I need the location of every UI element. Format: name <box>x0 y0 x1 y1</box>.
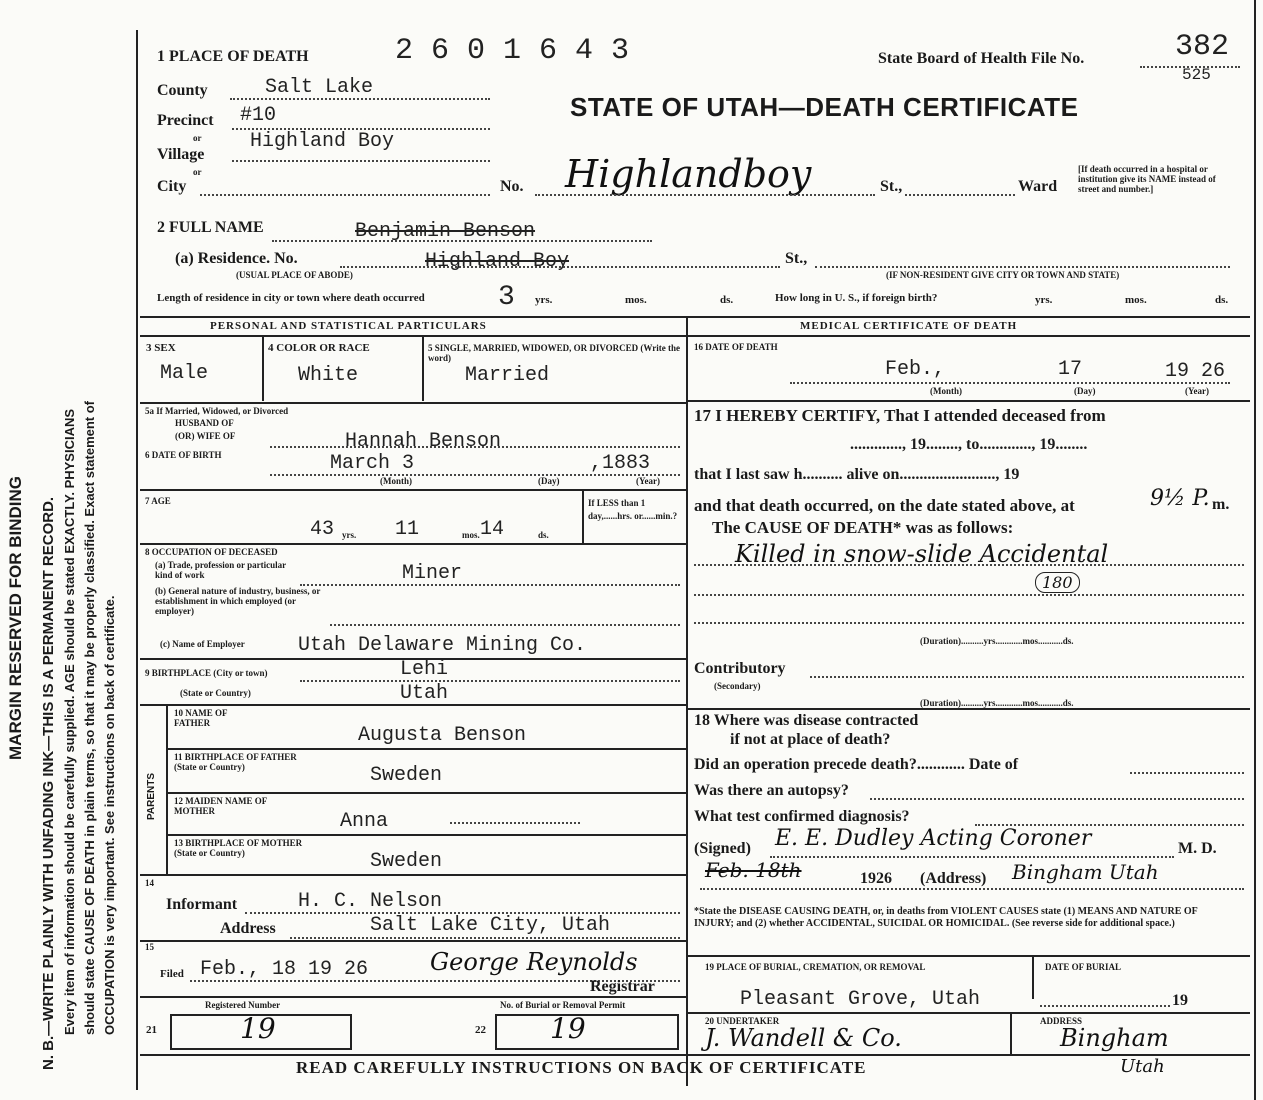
city-label: City <box>157 178 187 195</box>
physician-address: Bingham Utah <box>1012 860 1159 884</box>
mother-birthplace: Sweden <box>370 850 443 873</box>
dob-day-sub: (Day) <box>538 476 560 486</box>
occupation-value: Miner <box>402 562 463 585</box>
precinct-label: Precinct <box>157 112 214 129</box>
mother-value: Anna <box>340 810 389 833</box>
mother-label: 12 MAIDEN NAME OF MOTHER <box>174 796 267 816</box>
margin-notice-line2: Every item of information should be carefully supplied. AGE should be stated EXACTLY. PHYSICIANS <box>62 408 77 1035</box>
father-birthplace-label: 11 BIRTHPLACE OF FATHER (State or Country) <box>174 752 297 772</box>
marital-label: 5 SINGLE, MARRIED, WIDOWED, OR DIVORCED (Write the word) <box>428 343 680 363</box>
hospital-note: [If death occurred in a hospital or institution give its NAME instead of street and number.] <box>1078 164 1216 194</box>
signed-year: 1926 <box>860 870 892 887</box>
autopsy-text: Was there an autopsy? <box>694 782 849 799</box>
length-mos-label: mos. <box>625 294 647 306</box>
dob-year-sub: (Year) <box>636 476 660 486</box>
color-value: White <box>298 364 359 387</box>
undertaker-address-label: ADDRESS <box>1040 1016 1083 1026</box>
place-of-death-label: 1 PLACE OF DEATH <box>157 48 309 65</box>
registrar-signature: George Reynolds <box>430 948 638 976</box>
operation-text: Did an operation precede death?............ Date of <box>694 756 1019 773</box>
dob-label: 6 DATE OF BIRTH <box>145 450 222 460</box>
filed-number: 15 <box>145 942 154 952</box>
file-no-secondary: 525 <box>1182 66 1211 84</box>
signed-date: Feb. 18th <box>705 858 802 882</box>
employer-label: (c) Name of Employer <box>160 639 245 649</box>
sex-label: 3 SEX <box>146 342 176 354</box>
spouse-label-1: 5a If Married, Widowed, or Divorced <box>145 406 289 416</box>
age-days: 14 <box>480 518 505 541</box>
registered-number-label: Registered Number <box>205 1000 281 1010</box>
date-of-death-label: 16 DATE OF DEATH <box>694 342 778 352</box>
ward-label: Ward <box>1018 178 1058 195</box>
length-years: 3 <box>498 282 515 313</box>
us-ds-label: ds. <box>1215 294 1229 306</box>
occupation-label: 8 OCCUPATION OF DECEASED <box>145 547 278 557</box>
from-to-text: ............., 19........, to............., 19........ <box>850 436 1088 453</box>
street-no-label: No. <box>500 178 524 195</box>
death-year-sub: (Year) <box>1185 386 1209 396</box>
md-label: M. D. <box>1178 840 1217 857</box>
street-label: St., <box>880 178 903 195</box>
less-than-label: If LESS than 1 day,......hrs. or......min.? <box>588 498 678 521</box>
birthplace-city: Lehi <box>400 658 449 681</box>
age-label: 7 AGE <box>145 496 171 506</box>
registered-prefix: 21 <box>146 1024 157 1036</box>
last-saw-text: that I last saw h.......... alive on........................, 19 <box>694 466 1020 483</box>
father-label: 10 NAME OF FATHER <box>174 708 228 728</box>
occupation-b-label: (b) General nature of industry, business, or establishment in which employed (or employer) <box>155 586 321 616</box>
burial-date-label: DATE OF BURIAL <box>1045 962 1122 972</box>
length-label: Length of residence in city or town where death occurred <box>157 292 425 304</box>
birthplace-label: 9 BIRTHPLACE (City or town) <box>145 668 268 678</box>
secondary-label: (Secondary) <box>714 681 761 691</box>
burial-place: Pleasant Grove, Utah <box>740 988 981 1011</box>
age-mos-label: mos. <box>462 530 480 540</box>
mother-birthplace-label: 13 BIRTHPLACE OF MOTHER (State or Country) <box>174 838 303 858</box>
duration-label-2: (Duration)..........yrs............mos...........ds. <box>920 698 1074 708</box>
employer-value: Utah Delaware Mining Co. <box>298 634 587 657</box>
footer-instructions: READ CAREFULLY INSTRUCTIONS ON BACK OF CERTIFICATE <box>296 1058 867 1077</box>
occurred-text: and that death occurred, on the date stated above, at <box>694 496 1075 515</box>
cause-label: The CAUSE OF DEATH* was as follows: <box>712 518 1014 537</box>
dob-year: ,1883 <box>590 452 651 475</box>
test-text: What test confirmed diagnosis? <box>694 808 910 825</box>
spouse-label-3: (OR) WIFE OF <box>175 431 236 441</box>
filed-date: Feb., 18 19 26 <box>200 958 369 981</box>
age-months: 11 <box>395 518 420 541</box>
age-ds-label: ds. <box>538 530 549 540</box>
physician-address-label: (Address) <box>920 870 987 887</box>
spouse-value: Hannah Benson <box>345 430 502 453</box>
medical-section-title: MEDICAL CERTIFICATE OF DEATH <box>800 320 1018 332</box>
age-years: 43 <box>310 518 335 541</box>
certificate-title: STATE OF UTAH—DEATH CERTIFICATE <box>570 92 1079 122</box>
filed-label: Filed <box>160 968 184 980</box>
registered-number: 19 <box>240 1012 276 1045</box>
undertaker-value: J. Wandell & Co. <box>705 1024 902 1052</box>
dob-month-sub: (Month) <box>380 476 412 486</box>
file-no-label: State Board of Health File No. <box>878 50 1085 67</box>
registrar-label: Registrar <box>590 978 655 995</box>
or-label-2: or <box>193 167 202 177</box>
full-name-label: 2 FULL NAME <box>157 219 264 236</box>
contributory-label: Contributory <box>694 660 786 677</box>
margin-notice-line1: N. B.—WRITE PLAINLY WITH UNFADING INK—THIS IS A PERMANENT RECORD. <box>40 496 57 1070</box>
q18-where: 18 Where was disease contracted <box>694 712 919 729</box>
death-day-sub: (Day) <box>1074 386 1096 396</box>
marital-value: Married <box>465 364 550 387</box>
spouse-label-2: HUSBAND OF <box>175 418 234 428</box>
father-birthplace: Sweden <box>370 764 443 787</box>
length-yrs-label: yrs. <box>535 294 553 306</box>
physician-signature: E. E. Dudley Acting Coroner <box>775 826 1092 851</box>
street-no-value: Highlandboy <box>565 152 812 196</box>
certify-text: 17 I HEREBY CERTIFY, That I attended deceased from <box>694 406 1106 425</box>
occupation-a-label: (a) Trade, profession or particular kind of work <box>155 560 286 580</box>
residence-label: (a) Residence. No. <box>175 250 298 267</box>
how-long-label: How long in U. S., if foreign birth? <box>775 292 938 304</box>
death-month: Feb., <box>885 358 946 381</box>
death-year: 19 26 <box>1165 360 1226 383</box>
undertaker-address: Bingham <box>1060 1024 1169 1052</box>
informant-value: H. C. Nelson <box>298 890 443 913</box>
death-month-sub: (Month) <box>930 386 962 396</box>
us-mos-label: mos. <box>1125 294 1147 306</box>
undertaker-label: 20 UNDERTAKER <box>705 1016 780 1026</box>
precinct-value: #10 <box>240 104 277 127</box>
or-label-1: or <box>193 133 202 143</box>
death-day: 17 <box>1058 358 1083 381</box>
undertaker-address-state: Utah <box>1120 1056 1165 1077</box>
burial-permit-number: 19 <box>550 1012 586 1045</box>
county-label: County <box>157 82 208 99</box>
age-yrs-label: yrs. <box>342 530 357 540</box>
full-name-value: Benjamin Benson <box>355 220 536 243</box>
birthplace-state: Utah <box>400 682 449 705</box>
margin-notice-line4: OCCUPATION is very important. See instructions on back of certificate. <box>102 595 117 1035</box>
informant-label: Informant <box>166 896 238 913</box>
informant-address: Salt Lake City, Utah <box>370 914 611 937</box>
burial-19: 19 <box>1172 992 1188 1009</box>
burial-prefix: 22 <box>475 1024 486 1036</box>
q18-place: if not at place of death? <box>730 731 891 748</box>
informant-address-label: Address <box>220 920 276 937</box>
village-label: Village <box>157 146 205 163</box>
cause-code: 180 <box>1035 572 1080 593</box>
binding-margin-text: MARGIN RESERVED FOR BINDING <box>6 476 25 760</box>
meridiem-label: m. <box>1212 496 1230 513</box>
burial-place-label: 19 PLACE OF BURIAL, CREMATION, OR REMOVAL <box>705 962 926 972</box>
length-ds-label: ds. <box>720 294 734 306</box>
residence-st-label: St., <box>785 250 808 267</box>
informant-number: 14 <box>145 878 154 888</box>
color-label: 4 COLOR OR RACE <box>268 342 370 354</box>
nonresident-note: (IF NON-RESIDENT GIVE CITY OR TOWN AND STATE) <box>886 270 1120 280</box>
father-value: Augusta Benson <box>358 724 527 747</box>
birthplace-state-label: (State or Country) <box>180 688 251 698</box>
us-yrs-label: yrs. <box>1035 294 1053 306</box>
certificate-number: 2 6 0 1 6 4 3 <box>395 34 630 68</box>
parents-label: PARENTS <box>146 772 157 820</box>
file-no: 382 <box>1175 30 1230 64</box>
personal-section-title: PERSONAL AND STATISTICAL PARTICULARS <box>210 320 487 332</box>
residence-sub: (USUAL PLACE OF ABODE) <box>236 270 353 280</box>
sex-value: Male <box>160 362 209 385</box>
residence-value: Highland Boy <box>425 250 570 273</box>
village-value: Highland Boy <box>250 130 395 153</box>
margin-notice-line3: should state CAUSE OF DEATH in plain terms, so that it may be properly classified. Exact statement of <box>82 400 97 1035</box>
time-of-death: 9½ P. <box>1150 486 1210 511</box>
cause-of-death: Killed in snow-slide Accidental <box>735 540 1109 568</box>
burial-permit-label: No. of Burial or Removal Permit <box>500 1000 626 1010</box>
county-value: Salt Lake <box>265 76 374 99</box>
duration-label-1: (Duration)..........yrs............mos...........ds. <box>920 636 1074 646</box>
signed-label: (Signed) <box>694 840 751 857</box>
cause-footnote: *State the DISEASE CAUSING DEATH, or, in deaths from VIOLENT CAUSES state (1) MEANS AND NATURE OF INJURY; and (2) whether ACCIDENTAL, SUICIDAL OR HOMICIDAL. (See reverse side for additional space.) <box>694 906 1198 929</box>
dob-month-day: March 3 <box>330 452 415 475</box>
